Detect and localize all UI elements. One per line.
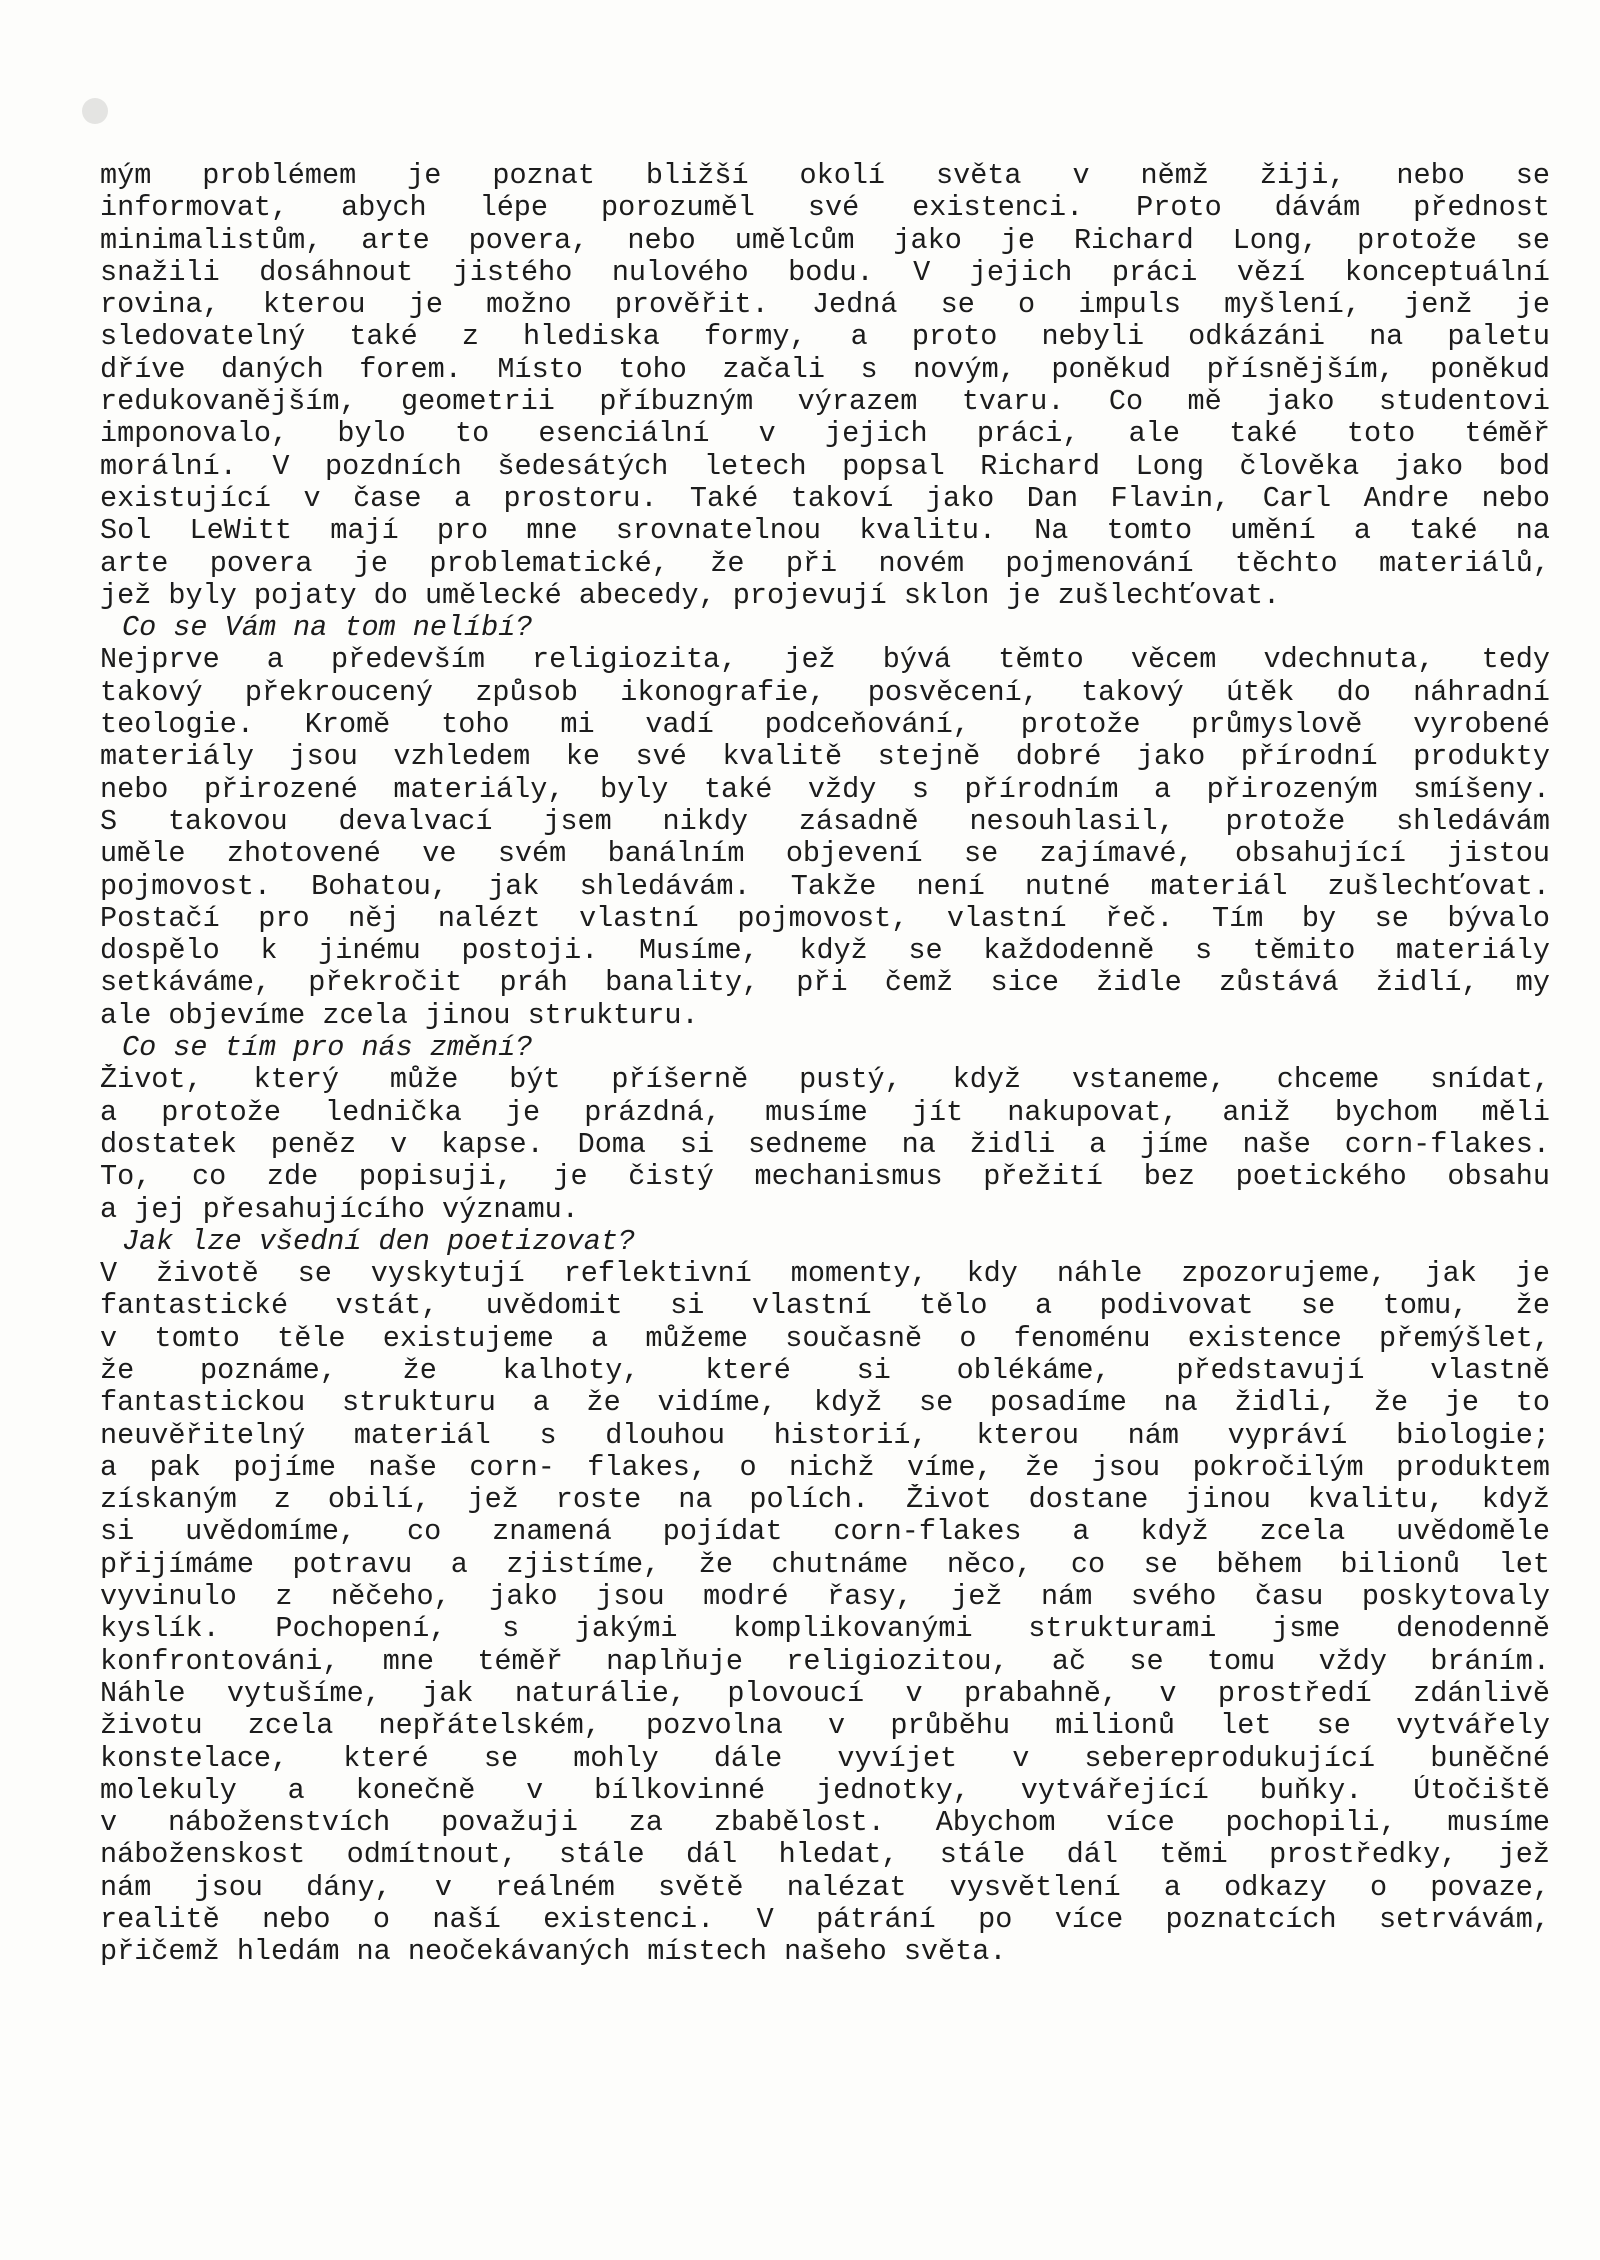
body-text-line: Život, který může být příšerně pustý, když vstaneme, chceme snídat, bbox=[100, 1064, 1550, 1097]
body-text-line: jež byly pojaty do umělecké abecedy, projevují sklon je zušlechťovat. bbox=[100, 578, 1281, 612]
body-text-line: konstelace, které se mohly dále vyvíjet v sebereprodukující buněčné bbox=[100, 1742, 1550, 1775]
body-text-line: náboženskost odmítnout, stále dál hledat, stále dál těmi prostředky, jež bbox=[100, 1839, 1550, 1872]
body-text-line: To, co zde popisuji, je čistý mechanismus přežití bez poetického obsahu bbox=[100, 1161, 1550, 1194]
body-text-line: dříve daných forem. Místo toho začali s novým, poněkud přísnějším, poněkud bbox=[100, 353, 1550, 386]
body-text-line: dospělo k jinému postoji. Musíme, když se každodenně s těmito materiály bbox=[100, 935, 1550, 968]
body-text-line: kyslík. Pochopení, s jakými komplikovanými strukturami jsme denodenně bbox=[100, 1613, 1550, 1646]
body-text-line: setkáváme, překročit práh banality, při čemž sice židle zůstává židlí, my bbox=[100, 967, 1550, 1000]
body-text-line: Postačí pro něj nalézt vlastní pojmovost, vlastní řeč. Tím by se bývalo bbox=[100, 902, 1550, 935]
body-text-line: materiály jsou vzhledem ke své kvalitě stejně dobré jako přírodní produkty bbox=[100, 741, 1550, 774]
body-text-line: v tomto těle existujeme a můžeme současně o fenoménu existence přemýšlet, bbox=[100, 1322, 1550, 1355]
body-text-line: existující v čase a prostoru. Také takoví jako Dan Flavin, Carl Andre nebo bbox=[100, 482, 1550, 515]
body-text-line: Náhle vytušíme, jak naturálie, plovoucí v prabahně, v prostředí zdánlivě bbox=[100, 1677, 1550, 1710]
interview-question-line: Co se Vám na tom nelíbí? bbox=[122, 611, 533, 645]
body-text-line: sledovatelný také z hlediska formy, a proto nebyli odkázáni na paletu bbox=[100, 321, 1550, 354]
body-text-line: fantastickou strukturu a že vidíme, když se posadíme na židli, že je to bbox=[100, 1387, 1550, 1420]
body-text-line: ale objevíme zcela jinou strukturu. bbox=[100, 998, 699, 1032]
body-text-line: redukovanějším, geometrii příbuzným výrazem tvaru. Co mě jako studentovi bbox=[100, 386, 1550, 419]
body-text-line: Sol LeWitt mají pro mne srovnatelnou kvalitu. Na tomto umění a také na bbox=[100, 515, 1550, 548]
body-text-line: v náboženstvích považuji za zbabělost. Abychom více pochopili, musíme bbox=[100, 1807, 1550, 1840]
body-text-line: Nejprve a především religiozita, jež bývá těmto věcem vdechnuta, tedy bbox=[100, 644, 1550, 677]
body-text-line: rovina, kterou je možno prověřit. Jedná se o impuls myšlení, jenž je bbox=[100, 289, 1550, 322]
body-text-line: získaným z obilí, jež roste na polích. Život dostane jinou kvalitu, když bbox=[100, 1484, 1550, 1517]
body-text-line: nám jsou dány, v reálném světě nalézat vysvětlení a odkazy o povaze, bbox=[100, 1871, 1550, 1904]
body-text-line: teologie. Kromě toho mi vadí podceňování, protože průmyslově vyrobené bbox=[100, 709, 1550, 742]
interview-question-line: Co se tím pro nás změní? bbox=[122, 1031, 533, 1065]
body-text-line: molekuly a konečně v bílkovinné jednotky, vytvářející buňky. Útočiště bbox=[100, 1774, 1550, 1807]
body-text-line: realitě nebo o naší existenci. V pátrání po více poznatcích setrvávám, bbox=[100, 1904, 1550, 1937]
body-text-line: dostatek peněz v kapse. Doma si sedneme na židli a jíme naše corn-flakes. bbox=[100, 1128, 1550, 1161]
body-text-line: konfrontováni, mne téměř naplňuje religiozitou, ač se tomu vždy bráním. bbox=[100, 1645, 1550, 1678]
body-text-line: a pak pojíme naše corn- flakes, o nichž víme, že jsou pokročilým produktem bbox=[100, 1451, 1550, 1484]
interview-question-line: Jak lze všední den poetizovat? bbox=[122, 1224, 636, 1258]
body-text-line: a protože lednička je prázdná, musíme jít nakupovat, aniž bychom měli bbox=[100, 1096, 1550, 1129]
body-text-line: nebo přirozené materiály, byly také vždy s přírodním a přirozeným smíšeny. bbox=[100, 773, 1550, 806]
body-text-line: V životě se vyskytují reflektivní momenty, kdy náhle zpozorujeme, jak je bbox=[100, 1258, 1550, 1291]
body-text-line: takový překroucený způsob ikonografie, posvěcení, takový útěk do náhradní bbox=[100, 676, 1550, 709]
body-text-line: arte povera je problematické, že při novém pojmenování těchto materiálů, bbox=[100, 547, 1550, 580]
body-text-line: S takovou devalvací jsem nikdy zásadně nesouhlasil, protože shledávám bbox=[100, 805, 1550, 838]
body-text-line: uměle zhotovené ve svém banálním objevení se zajímavé, obsahující jistou bbox=[100, 838, 1550, 871]
body-text-line: informovat, abych lépe porozuměl své existenci. Proto dávám přednost bbox=[100, 192, 1550, 225]
body-text-line: pojmovost. Bohatou, jak shledávám. Takže není nutné materiál zušlechťovat. bbox=[100, 870, 1550, 903]
document-text-block bbox=[100, 160, 1550, 1969]
body-text-line: mým problémem je poznat bližší okolí světa v němž žiji, nebo se bbox=[100, 160, 1550, 192]
body-text-line: neuvěřitelný materiál s dlouhou historií, kterou nám vypráví biologie; bbox=[100, 1419, 1550, 1452]
body-text-line: a jej přesahujícího významu. bbox=[100, 1192, 579, 1226]
body-text-line: si uvědomíme, co znamená pojídat corn-flakes a když zcela uvědoměle bbox=[100, 1516, 1550, 1549]
body-text-line: že poznáme, že kalhoty, které si oblékáme, představují vlastně bbox=[100, 1354, 1550, 1387]
body-text-line: snažili dosáhnout jistého nulového bodu. V jejich práci vězí konceptuální bbox=[100, 256, 1550, 289]
body-text-line: přičemž hledám na neočekávaných místech našeho světa. bbox=[100, 1935, 1007, 1969]
body-text-line: imponovalo, bylo to esenciální v jejich práci, ale také toto téměř bbox=[100, 418, 1550, 451]
body-text-line: životu zcela nepřátelském, pozvolna v průběhu milionů let se vytvářely bbox=[100, 1710, 1550, 1743]
punch-hole-mark bbox=[82, 98, 108, 124]
body-text-line: morální. V pozdních šedesátých letech popsal Richard Long člověka jako bod bbox=[100, 450, 1550, 483]
body-text-line: fantastické vstát, uvědomit si vlastní tělo a podivovat se tomu, že bbox=[100, 1290, 1550, 1323]
body-text-line: vyvinulo z něčeho, jako jsou modré řasy, jež nám svého času poskytovaly bbox=[100, 1581, 1550, 1614]
body-text-line: přijímáme potravu a zjistíme, že chutnáme něco, co se během bilionů let bbox=[100, 1548, 1550, 1581]
body-text-line: minimalistům, arte povera, nebo umělcům jako je Richard Long, protože se bbox=[100, 224, 1550, 257]
